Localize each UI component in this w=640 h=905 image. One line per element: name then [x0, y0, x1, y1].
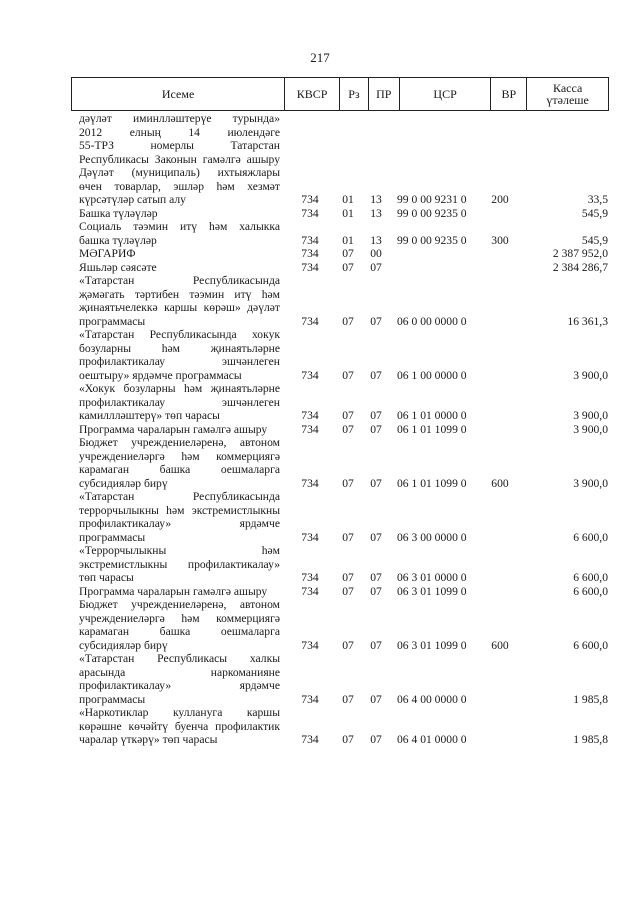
sum-cell: 2 384 286,7	[552, 260, 608, 274]
row-name-line: көрәшне көчәйтү буенча профилактик	[79, 719, 280, 733]
rz-cell: 07	[342, 584, 354, 598]
csr-cell: 06 1 01 1099 0	[397, 476, 467, 490]
rz-cell: 01	[342, 233, 354, 247]
pr-cell: 13	[370, 233, 382, 247]
kvsr-cell: 734	[301, 206, 319, 220]
pr-cell: 07	[370, 733, 382, 746]
table-row	[79, 261, 609, 275]
row-name-line: «Татарстан Республикасында	[79, 274, 280, 287]
kvsr-cell: 734	[301, 193, 319, 206]
table-body	[79, 112, 609, 747]
row-name-line: программасы	[79, 530, 146, 544]
sum-cell: 3 900,0	[573, 368, 608, 382]
row-name-line: Социаль тәэмин итү һәм халыкка	[79, 220, 280, 233]
pr-cell: 07	[370, 584, 382, 598]
row-name-line: карамаган башка оешмаларга	[79, 463, 280, 476]
table-row	[79, 585, 609, 599]
csr-cell: 06 4 01 0000 0	[397, 733, 467, 746]
table-row	[79, 544, 609, 585]
header-sum: Касса үтәлеше	[546, 81, 589, 107]
csr-cell: 06 1 00 0000 0	[397, 368, 467, 382]
header-csr: ЦСР	[400, 78, 492, 110]
sum-cell: 33,5	[587, 193, 608, 206]
row-name	[79, 220, 280, 247]
row-name-line: «Татарстан Республикасында	[79, 490, 280, 503]
row-name	[79, 544, 280, 585]
kvsr-cell: 734	[301, 571, 319, 584]
row-name-line: террорчылыкны һәм экстремистлыкны	[79, 503, 280, 517]
pr-cell: 07	[370, 530, 382, 544]
row-name-line: профилактикалау» ярдәмче	[79, 517, 280, 530]
row-name-line: субсидияләр бирү	[79, 476, 168, 490]
sum-cell: 3 900,0	[573, 409, 608, 422]
pr-cell: 07	[370, 692, 382, 706]
row-name-line: оештыру» ярдәмче программасы	[79, 368, 242, 382]
row-name-line: җинаятьчелеккә каршы көрәш» дәүләт	[79, 301, 280, 314]
table-row	[79, 706, 609, 747]
row-name	[79, 598, 280, 652]
row-name-line: чаралар үткәрү» төп чарасы	[79, 733, 218, 746]
row-name-line: экстремистлыкны профилактикалау»	[79, 557, 280, 571]
row-name-line: күрсәтүләр сатып алу	[79, 193, 186, 206]
row-name-line: профилактикалау эшчәнлеген	[79, 395, 280, 409]
pr-cell: 07	[370, 571, 382, 584]
sum-cell: 6 600,0	[573, 571, 608, 584]
pr-cell: 07	[370, 368, 382, 382]
row-name-line: арасында наркоманияне	[79, 665, 280, 679]
row-name-line: учреждениеләргә һәм коммерциягә	[79, 611, 280, 625]
row-name-line: Яшьләр сәясәте	[79, 260, 157, 274]
kvsr-cell: 734	[301, 584, 319, 598]
row-name	[79, 274, 280, 328]
row-name	[79, 261, 280, 275]
row-name	[79, 112, 280, 207]
table-row	[79, 220, 609, 247]
row-name-line: Башка түләүләр	[79, 206, 158, 220]
sum-cell: 16 361,3	[567, 314, 608, 328]
table-row	[79, 247, 609, 261]
sum-cell: 3 900,0	[573, 476, 608, 490]
vr-cell: 300	[491, 233, 509, 247]
pr-cell: 07	[370, 638, 382, 652]
rz-cell: 01	[342, 193, 354, 206]
vr-cell: 600	[491, 638, 509, 652]
row-name-line: камиллләштерү» төп чарасы	[79, 409, 220, 422]
kvsr-cell: 734	[301, 692, 319, 706]
kvsr-cell: 734	[301, 409, 319, 422]
table-row	[79, 490, 609, 544]
row-name	[79, 247, 280, 261]
page-number: 217	[310, 50, 330, 65]
sum-cell: 6 600,0	[573, 584, 608, 598]
row-name	[79, 382, 280, 423]
csr-cell: 99 0 00 9235 0	[397, 206, 467, 220]
rz-cell: 07	[342, 476, 354, 490]
header-name: Исеме	[72, 78, 285, 110]
header-vr: ВР	[491, 78, 527, 110]
csr-cell: 06 0 00 0000 0	[397, 314, 467, 328]
row-name-line: Республикасы Законын гамәлгә ашыру	[79, 152, 280, 166]
pr-cell: 13	[370, 193, 382, 206]
kvsr-cell: 734	[301, 733, 319, 746]
header-kvsr: КВСР	[285, 78, 340, 110]
rz-cell: 01	[342, 206, 354, 220]
sum-cell: 545,9	[581, 233, 608, 247]
kvsr-cell: 734	[301, 422, 319, 436]
kvsr-cell: 734	[301, 638, 319, 652]
row-name	[79, 652, 280, 706]
row-name-line: программасы	[79, 314, 146, 328]
row-name-line: «Татарстан Республикасында хокук	[79, 328, 280, 341]
rz-cell: 07	[342, 733, 354, 746]
row-name-line: субсидияләр бирү	[79, 638, 168, 652]
csr-cell: 06 3 00 0000 0	[397, 530, 467, 544]
row-name-line: җәмәгать тәртибен тәэмин итү һәм	[79, 287, 280, 301]
pr-cell: 07	[370, 422, 382, 436]
rz-cell: 07	[342, 260, 354, 274]
pr-cell: 00	[370, 247, 382, 260]
rz-cell: 07	[342, 368, 354, 382]
rz-cell: 07	[342, 638, 354, 652]
pr-cell: 07	[370, 476, 382, 490]
csr-cell: 06 3 01 1099 0	[397, 638, 467, 652]
table-row	[79, 652, 609, 706]
rz-cell: 07	[342, 571, 354, 584]
csr-cell: 06 3 01 1099 0	[397, 584, 467, 598]
row-name-line: Бюджет учреждениеләренә, автоном	[79, 436, 280, 449]
row-name-line: «Хокук бозуларны һәм җинаятьләрне	[79, 382, 280, 395]
row-name-line: учреждениеләргә һәм коммерциягә	[79, 449, 280, 463]
row-name	[79, 423, 280, 437]
header-pr: ПР	[369, 78, 400, 110]
row-name-line: Программа чараларын гамәлгә ашыру	[79, 584, 268, 598]
row-name-line: Программа чараларын гамәлгә ашыру	[79, 422, 268, 436]
kvsr-cell: 734	[301, 260, 319, 274]
csr-cell: 06 1 01 1099 0	[397, 422, 467, 436]
table-row	[79, 274, 609, 328]
pr-cell: 07	[370, 409, 382, 422]
rz-cell: 07	[342, 422, 354, 436]
table-row	[79, 207, 609, 221]
header-rz: Рз	[340, 78, 369, 110]
row-name	[79, 706, 280, 747]
kvsr-cell: 734	[301, 476, 319, 490]
row-name-line: 2012 елның 14 июлендәге	[79, 125, 280, 139]
rz-cell: 07	[342, 409, 354, 422]
csr-cell: 99 0 00 9235 0	[397, 233, 467, 247]
pr-cell: 07	[370, 314, 382, 328]
row-name-line: «Террорчылыкны һәм	[79, 544, 280, 557]
sum-cell: 2 387 952,0	[552, 247, 608, 260]
csr-cell: 99 0 00 9231 0	[397, 193, 467, 206]
row-name-line: 55-ТРЗ номерлы Татарстан	[79, 139, 280, 152]
row-name-line: МӘГАРИФ	[79, 247, 136, 260]
kvsr-cell: 734	[301, 233, 319, 247]
rz-cell: 07	[342, 530, 354, 544]
rz-cell: 07	[342, 314, 354, 328]
sum-cell: 6 600,0	[573, 530, 608, 544]
row-name-line: дәүләт иминлләштерүе турында»	[79, 112, 280, 125]
vr-cell: 600	[491, 476, 509, 490]
row-name-line: «Татарстан Республикасы халкы	[79, 652, 280, 665]
sum-cell: 545,9	[581, 206, 608, 220]
csr-cell: 06 1 01 0000 0	[397, 409, 467, 422]
rz-cell: 07	[342, 247, 354, 260]
row-name	[79, 490, 280, 544]
sum-cell: 1 985,8	[573, 733, 608, 746]
pr-cell: 13	[370, 206, 382, 220]
row-name-line: «Наркотиклар кулланугa каршы	[79, 706, 280, 719]
kvsr-cell: 734	[301, 368, 319, 382]
row-name-line: бозуларны һәм җинаятьләрне	[79, 341, 280, 355]
vr-cell: 200	[491, 193, 509, 206]
kvsr-cell: 734	[301, 247, 319, 260]
row-name	[79, 328, 280, 382]
table-row	[79, 423, 609, 437]
csr-cell: 06 4 00 0000 0	[397, 692, 467, 706]
table-row	[79, 598, 609, 652]
row-name-line: карамаган башка оешмаларга	[79, 625, 280, 638]
row-name-line: Бюджет учреждениеләренә, автоном	[79, 598, 280, 611]
pr-cell: 07	[370, 260, 382, 274]
sum-cell: 1 985,8	[573, 692, 608, 706]
row-name-line: өчен товарлар, эшләр һәм хезмәт	[79, 179, 280, 193]
row-name	[79, 207, 280, 221]
csr-cell: 06 3 01 0000 0	[397, 571, 467, 584]
row-name-line: профилактикалау» ярдәмче	[79, 679, 280, 692]
table-header	[71, 77, 609, 111]
kvsr-cell: 734	[301, 530, 319, 544]
row-name	[79, 436, 280, 490]
row-name-line: башка түләүләр	[79, 233, 157, 247]
table-row	[79, 328, 609, 382]
row-name-line: төп чарасы	[79, 571, 134, 584]
row-name-line: профилактикалау эшчәнлеген	[79, 355, 280, 368]
row-name-line: программасы	[79, 692, 146, 706]
table-row	[79, 382, 609, 423]
sum-cell: 6 600,0	[573, 638, 608, 652]
kvsr-cell: 734	[301, 314, 319, 328]
rz-cell: 07	[342, 692, 354, 706]
table-row	[79, 436, 609, 490]
sum-cell: 3 900,0	[573, 422, 608, 436]
row-name-line: Дәүләт (муниципаль) ихтыяжлары	[79, 166, 280, 179]
row-name	[79, 585, 280, 599]
table-row	[79, 112, 609, 207]
